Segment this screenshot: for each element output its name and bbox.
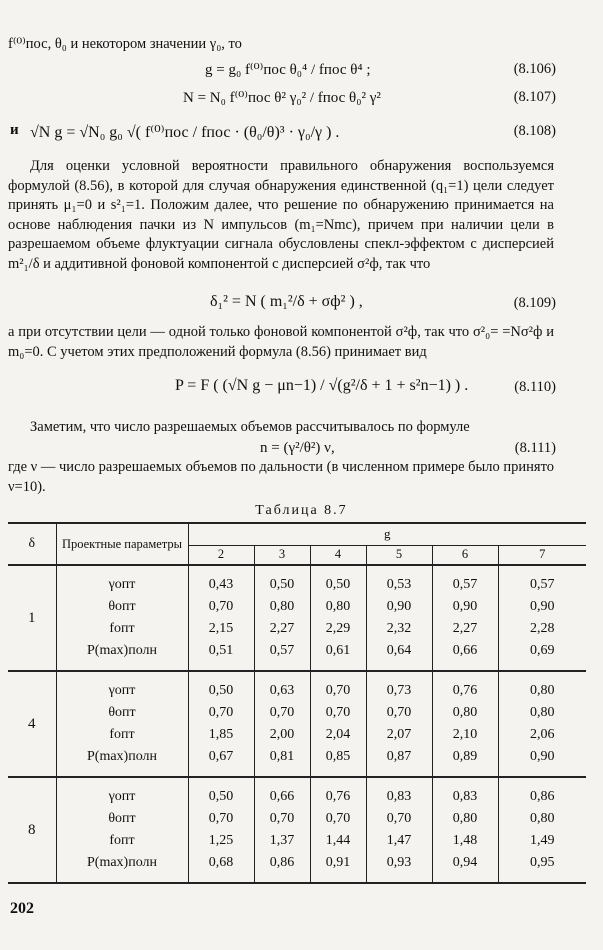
equation-number-8-109: (8.109) <box>513 295 556 311</box>
equation-prefix: и <box>10 122 19 138</box>
table-cell: 0,83 <box>452 789 478 804</box>
table-cell: 0,70 <box>208 811 234 826</box>
equation-number-8-111: (8.111) <box>514 440 556 456</box>
table-cell: 0,80 <box>530 705 555 720</box>
g-value-header: 2 <box>188 545 254 565</box>
param-labels <box>56 671 188 777</box>
equation-number-8-110: (8.110) <box>514 379 556 395</box>
table-cell: 0,50 <box>325 577 351 592</box>
table-cell-col <box>188 777 254 883</box>
table-cell: 0,70 <box>386 811 412 826</box>
g-value-header: 3 <box>254 545 310 565</box>
equation-number-8-108: (8.108) <box>513 123 556 139</box>
header-params: Проектные параметры <box>56 523 188 565</box>
table-cell: 0,69 <box>530 643 555 658</box>
table-cell-col <box>366 777 432 883</box>
table-cell: 0,86 <box>530 789 555 804</box>
equation-8-106: g = g₀ f⁽⁰⁾пос θ₀⁴ / fпос θ⁴ ; <box>205 62 371 78</box>
table-cell: 0,66 <box>452 643 478 658</box>
equation-number-8-107: (8.107) <box>513 89 556 105</box>
table-cell: 0,50 <box>269 577 295 592</box>
table-cell: 2,10 <box>452 727 478 742</box>
table-cell: 2,04 <box>325 727 351 742</box>
table-cell: 2,15 <box>208 621 234 636</box>
table-cell: 0,61 <box>325 643 351 658</box>
table-cell-col <box>254 671 310 777</box>
table-cell: 2,00 <box>269 727 295 742</box>
param-label: P(max)полн <box>87 643 157 658</box>
param-labels <box>56 565 188 671</box>
table-cell-col <box>310 565 366 671</box>
table-cell-col <box>254 565 310 671</box>
table-cell-col <box>366 671 432 777</box>
page-number: 202 <box>10 900 34 917</box>
table-cell: 1,25 <box>208 833 234 848</box>
equation-8-111: n = (γ²/θ²) ν, <box>260 440 335 456</box>
g-value-header: 6 <box>432 545 498 565</box>
table-cell: 0,80 <box>269 599 295 614</box>
table-cell-col <box>254 777 310 883</box>
table-group-row <box>8 777 586 883</box>
table-cell: 0,50 <box>208 683 234 698</box>
param-label: P(max)полн <box>87 855 157 870</box>
table-group-row <box>8 565 586 671</box>
param-label: fопт <box>109 833 135 848</box>
table-cell-col <box>188 671 254 777</box>
equation-number-8-106: (8.106) <box>513 61 556 77</box>
table-cell: 1,47 <box>386 833 412 848</box>
param-label: θопт <box>108 599 136 614</box>
table-cell: 0,57 <box>530 577 555 592</box>
equation-8-107: N = N₀ f⁽⁰⁾пос θ² γ₀² / fпос θ₀² γ² <box>183 90 381 106</box>
table-cell: 0,57 <box>269 643 295 658</box>
param-label: γопт <box>108 683 136 698</box>
table-cell: 0,90 <box>386 599 412 614</box>
table-cell: 0,90 <box>530 749 555 764</box>
paragraph-1: Для оценки условной вероятности правильного обнаружения воспользуемся формулой (8.56), в которой для случая обнаружения единственной (q₁=1) цели следует принять μ₁=0 и s²₁=1. Положим далее, что решение по обнаружению принимается на основе наблюдения пачки из N импульсов (m₁=Nmс), причем при наличии цели в разрешаемом объеме флуктуации сигнала обусловлены спекл-эффектом с дисперсией m²₁/δ и аддитивной фоновой компонентой с дисперсией σ²ф, так что <box>8 158 554 272</box>
table-cell-col <box>432 671 498 777</box>
table-cell-col <box>432 565 498 671</box>
table-cell: 0,94 <box>452 855 478 870</box>
equation-8-108: √N g = √N₀ g₀ √( f⁽⁰⁾пос / fпос · (θ₀/θ)³ · γ₀/γ ) . <box>30 124 340 141</box>
table-caption: Таблица 8.7 <box>255 503 348 518</box>
table-cell: 1,85 <box>208 727 234 742</box>
table-cell: 2,27 <box>452 621 478 636</box>
param-label: fопт <box>109 621 135 636</box>
table-cell: 0,67 <box>208 749 234 764</box>
g-value-header: 5 <box>366 545 432 565</box>
table-cell: 0,51 <box>208 643 234 658</box>
table-cell: 2,27 <box>269 621 295 636</box>
delta-value: 1 <box>8 565 56 671</box>
equation-8-109: δ₁² = N ( m₁²/δ + σф² ) , <box>210 293 363 310</box>
param-label: γопт <box>108 789 136 804</box>
table-cell: 0,70 <box>325 683 351 698</box>
table-cell-col <box>366 565 432 671</box>
table-cell: 0,43 <box>208 577 234 592</box>
table-cell: 0,80 <box>325 599 351 614</box>
table-cell: 0,70 <box>386 705 412 720</box>
table-cell: 0,66 <box>269 789 295 804</box>
table-cell: 0,81 <box>269 749 295 764</box>
delta-value: 4 <box>8 671 56 777</box>
table-cell: 1,44 <box>325 833 351 848</box>
table-cell: 0,70 <box>325 705 351 720</box>
paragraph-3: Заметим, что число разрешаемых объемов рассчитывалось по формуле <box>30 419 470 435</box>
table-cell: 0,89 <box>452 749 478 764</box>
intro-line: f⁽⁰⁾пос, θ₀ и некотором значении γ₀, то <box>8 36 242 52</box>
table-cell: 0,64 <box>386 643 412 658</box>
table-cell: 0,86 <box>269 855 295 870</box>
table-cell: 0,80 <box>452 811 478 826</box>
table-cell-col <box>498 565 586 671</box>
table-cell-col <box>432 777 498 883</box>
table-cell: 2,32 <box>386 621 412 636</box>
table-cell-col <box>498 777 586 883</box>
param-labels <box>56 777 188 883</box>
table-cell: 0,87 <box>386 749 412 764</box>
table-cell: 0,90 <box>452 599 478 614</box>
table-cell: 0,70 <box>325 811 351 826</box>
table-cell: 0,70 <box>269 705 295 720</box>
table-cell: 0,70 <box>208 599 234 614</box>
table-cell: 0,83 <box>386 789 412 804</box>
paragraph-2: а при отсутствии цели — одной только фоновой компонентой σ²ф, так что σ²₀= =Nσ²ф и m₀=0. С учетом этих предположений формула (8.56) принимает вид <box>8 324 554 360</box>
table-cell: 0,80 <box>530 683 555 698</box>
param-label: θопт <box>108 705 136 720</box>
header-delta: δ <box>8 523 56 565</box>
table-cell-col <box>188 565 254 671</box>
table-cell: 0,50 <box>208 789 234 804</box>
table-cell: 1,49 <box>530 833 555 848</box>
table-cell: 0,53 <box>386 577 412 592</box>
equation-8-110: P = F ( (√N g − μn−1) / √(g²/δ + 1 + s²n−1) ) . <box>175 377 469 394</box>
table-cell-col <box>310 671 366 777</box>
table-cell: 0,93 <box>386 855 412 870</box>
table-cell: 2,29 <box>325 621 351 636</box>
param-label: γопт <box>108 577 136 592</box>
table-cell: 0,57 <box>452 577 478 592</box>
table-cell: 0,80 <box>530 811 555 826</box>
header-g: g <box>188 523 586 545</box>
table-cell: 0,85 <box>325 749 351 764</box>
paragraph-4: где ν — число разрешаемых объемов по дальности (в численном примере было принято ν=10). <box>8 459 554 495</box>
delta-value: 8 <box>8 777 56 883</box>
table-cell: 0,70 <box>269 811 295 826</box>
table-cell: 2,07 <box>386 727 412 742</box>
param-label: P(max)полн <box>87 749 157 764</box>
table-cell: 0,95 <box>530 855 555 870</box>
table-cell: 0,70 <box>208 705 234 720</box>
g-value-header: 4 <box>310 545 366 565</box>
table-cell-col <box>310 777 366 883</box>
g-value-header: 7 <box>498 545 586 565</box>
results-table <box>8 522 586 884</box>
table-cell: 2,06 <box>530 727 555 742</box>
table-cell: 0,73 <box>386 683 412 698</box>
table-cell: 1,48 <box>452 833 478 848</box>
table-cell: 0,80 <box>452 705 478 720</box>
table-cell: 0,63 <box>269 683 295 698</box>
table-cell-col <box>498 671 586 777</box>
table-cell: 1,37 <box>269 833 295 848</box>
table-cell: 0,76 <box>452 683 478 698</box>
table-cell: 0,91 <box>325 855 351 870</box>
table-cell: 0,90 <box>530 599 555 614</box>
table-cell: 0,76 <box>325 789 351 804</box>
table-group-row <box>8 671 586 777</box>
table-cell: 2,28 <box>530 621 555 636</box>
table-cell: 0,68 <box>208 855 234 870</box>
param-label: θопт <box>108 811 136 826</box>
param-label: fопт <box>109 727 135 742</box>
